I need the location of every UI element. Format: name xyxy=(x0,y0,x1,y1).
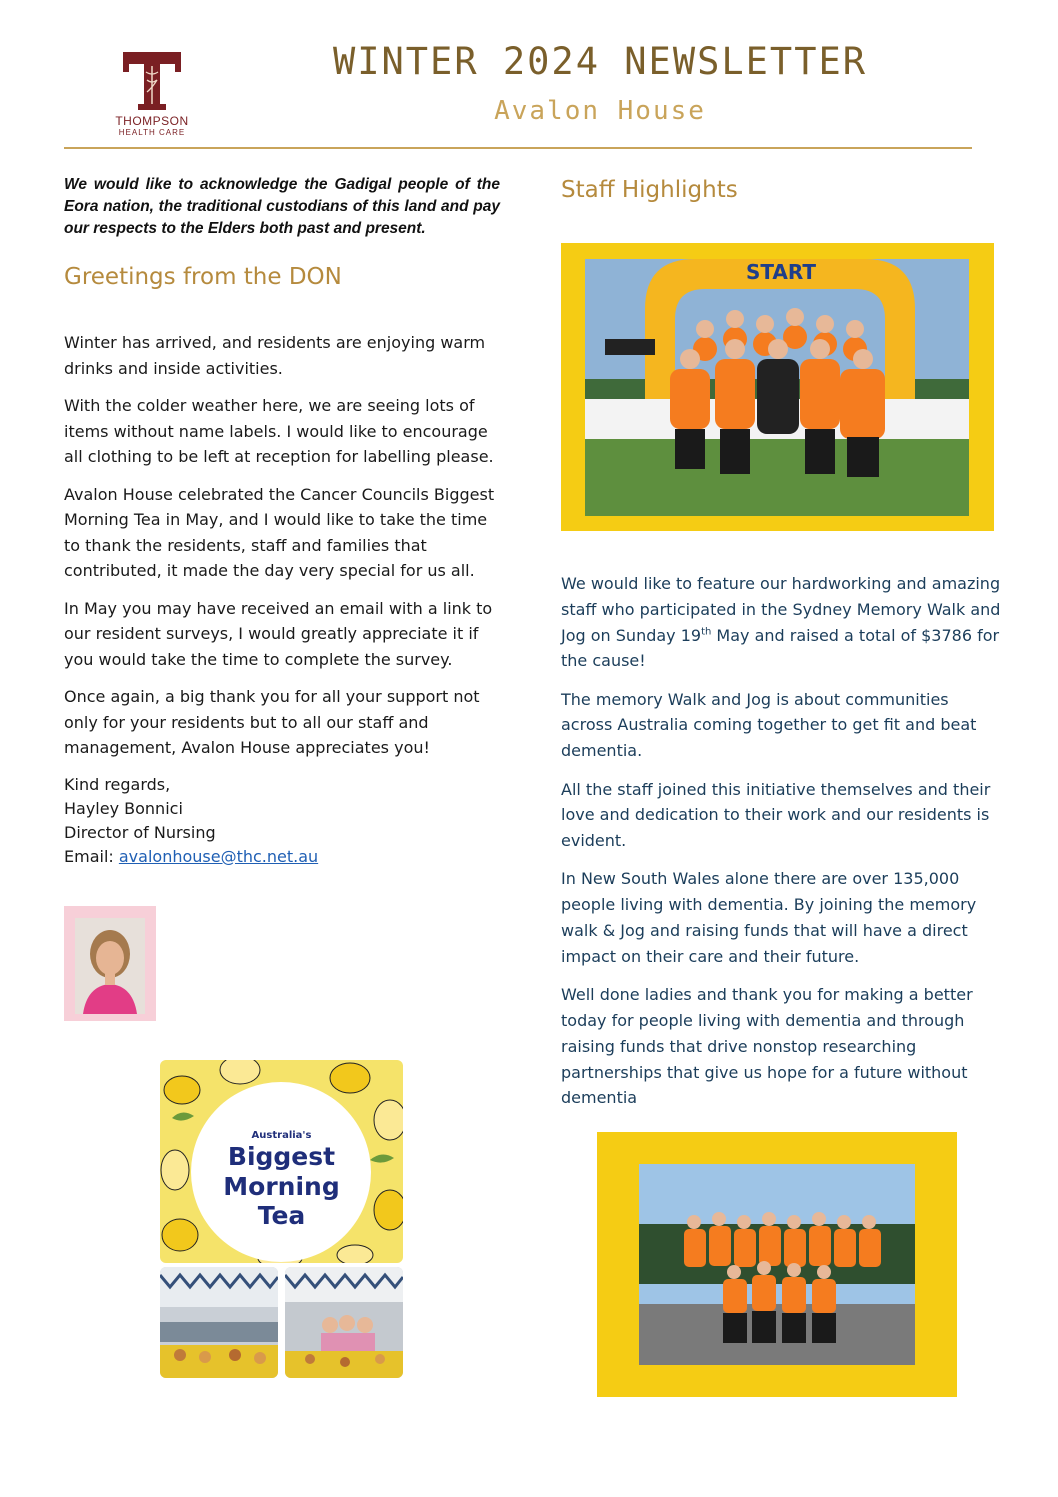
email-label: Email: xyxy=(64,846,119,866)
bmt-title-line: Tea xyxy=(257,1201,306,1230)
memory-walk-photo-frame xyxy=(561,243,994,531)
staff-highlights-heading: Staff Highlights xyxy=(561,177,738,203)
biggest-morning-tea-poster xyxy=(160,1060,403,1263)
signature-block xyxy=(64,773,504,869)
signer-name: Hayley Bonnici xyxy=(64,798,183,818)
staff-paragraph xyxy=(561,571,1001,674)
staff-paragraph-text: We would like to feature our hardworking and amazing staff who participated in the Sydney Memory Walk and Jog on Sunday 19 xyxy=(561,574,1001,645)
staff-paragraph: All the staff joined this initiative themselves and their love and dedication to their work and our residents is evident. xyxy=(561,779,991,851)
staff-highlights-text xyxy=(561,571,1001,1124)
logo-name: THOMPSON xyxy=(115,114,189,128)
bmt-title-line: Biggest xyxy=(227,1142,336,1171)
email-line xyxy=(64,845,504,869)
don-portrait-photo xyxy=(64,906,156,1021)
morning-tea-photo xyxy=(285,1267,403,1378)
caduceus-icon xyxy=(121,48,183,112)
thompson-logo xyxy=(100,48,204,144)
newsletter-subtitle: Avalon House xyxy=(494,96,706,126)
signer-role: Director of Nursing xyxy=(64,822,216,842)
biggest-morning-tea-collage xyxy=(160,1060,403,1378)
morning-tea-photo xyxy=(160,1267,278,1378)
staff-paragraph: The memory Walk and Jog is about communities across Australia coming together to get fit and beat dementia. xyxy=(561,689,977,761)
staff-paragraph: Well done ladies and thank you for making a better today for people living with dementia and through raising funds that drive nonstop researching partnerships that give us hope for a future without dementia xyxy=(561,985,973,1108)
letter-paragraph: Once again, a big thank you for all your support not only for your residents but to all our staff and management, Avalon House appreciates you! xyxy=(64,687,480,757)
email-link[interactable]: avalonhouse@thc.net.au xyxy=(118,846,319,866)
letter-paragraph: In May you may have received an email with a link to our resident surveys, I would greatly appreciate it if you would take the time to complete the survey. xyxy=(64,598,493,669)
staff-paragraph: In New South Wales alone there are over 135,000 people living with dementia. By joining the memory walk & Jog and raising funds that will have a direct impact on their care and their future. xyxy=(561,869,977,966)
ordinal-suffix: th xyxy=(701,626,712,638)
don-heading: Greetings from the DON xyxy=(64,264,342,290)
letter-paragraph: With the colder weather here, we are seeing lots of items without name labels. I would like to encourage all clothing to be left at reception for labelling please. xyxy=(64,396,494,466)
logo-subtitle: HEALTH CARE xyxy=(118,128,186,137)
team-group-photo xyxy=(639,1164,915,1365)
staff-paragraph-text: May and raised a total of $3786 for the cause! xyxy=(561,625,1000,671)
letter-paragraph: Avalon House celebrated the Cancer Councils Biggest Morning Tea in May, and I would like to take the time to thank the residents, staff and families that contributed, it made the day very special for us all. xyxy=(64,484,495,580)
bmt-small-text: Australia's xyxy=(251,1130,312,1141)
start-banner-text: START xyxy=(745,260,817,284)
letter-paragraph: Winter has arrived, and residents are enjoying warm drinks and inside activities. xyxy=(64,333,486,378)
header-divider xyxy=(64,147,972,149)
signoff: Kind regards, xyxy=(64,774,171,794)
don-letter xyxy=(64,330,504,869)
acknowledgement-of-country: We would like to acknowledge the Gadigal people of the Eora nation, the traditional custodians of this land and pay our respects to the Elders both past and present. xyxy=(64,176,500,237)
newsletter-title: WINTER 2024 NEWSLETTER xyxy=(332,40,868,83)
memory-walk-start-photo xyxy=(585,259,969,516)
bmt-title-line: Morning xyxy=(223,1172,340,1201)
team-photo-frame xyxy=(597,1132,957,1397)
